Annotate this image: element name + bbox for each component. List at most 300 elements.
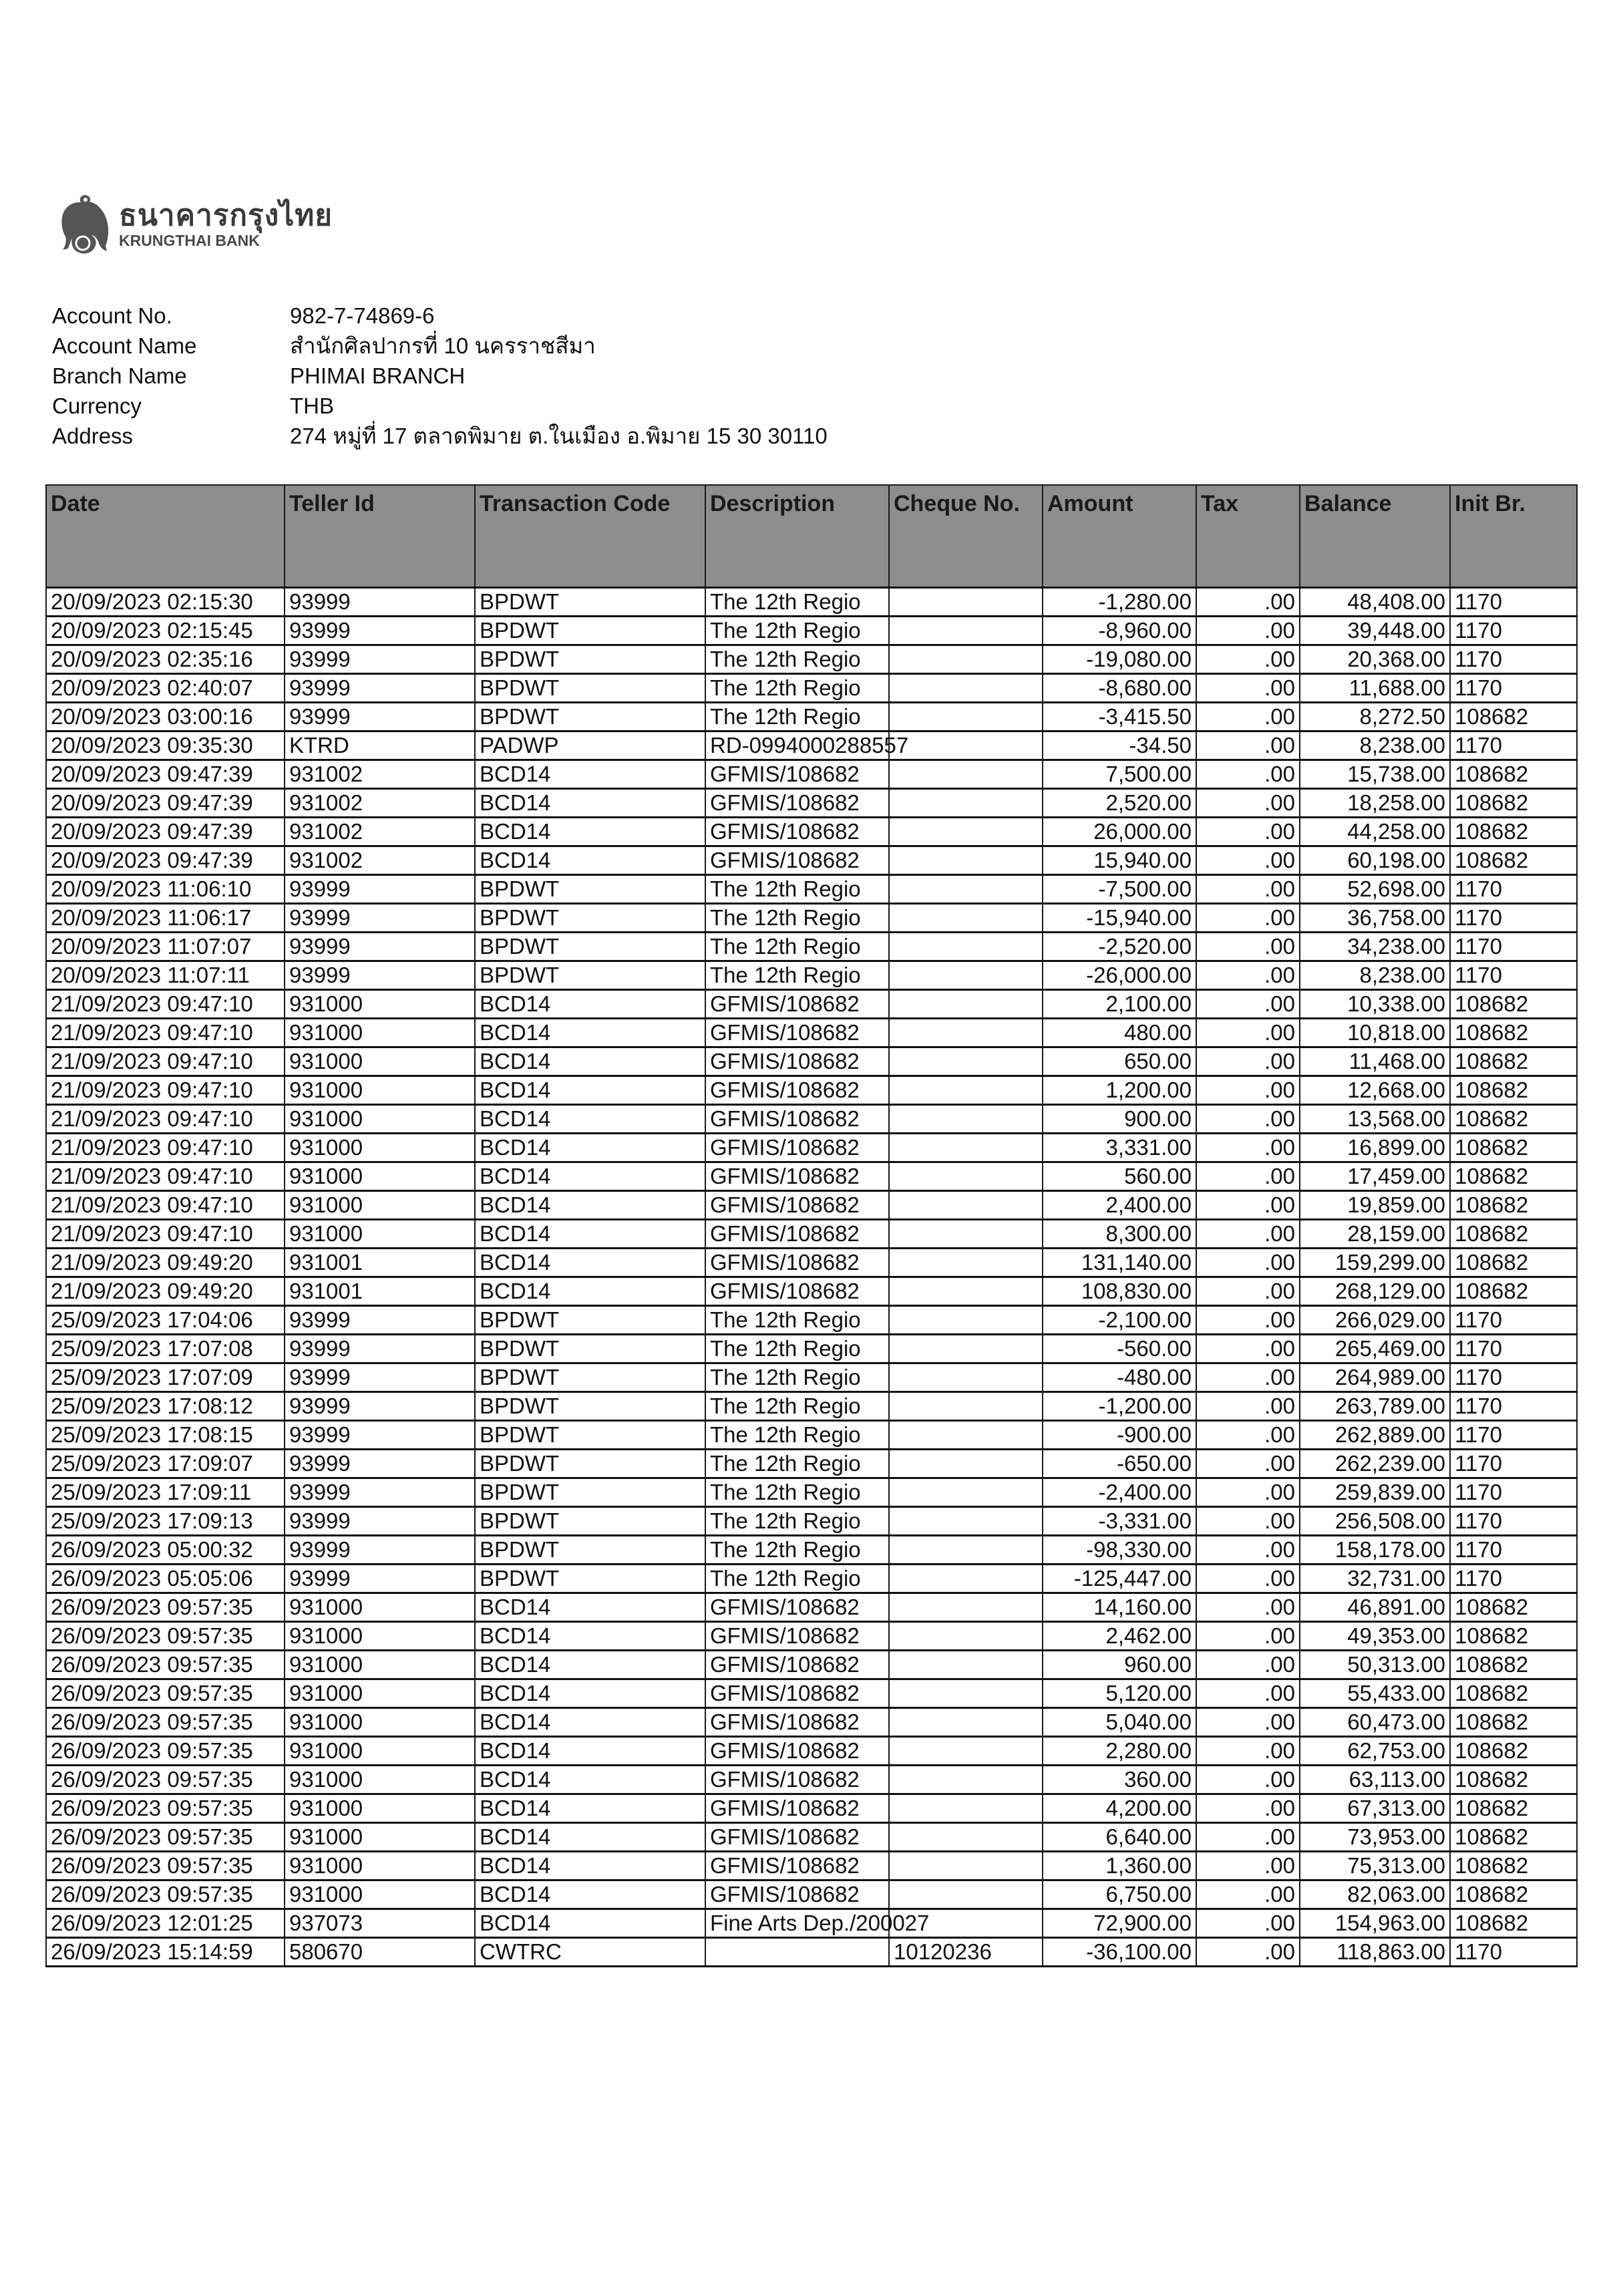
cell-balance: 48,408.00 (1300, 588, 1450, 617)
currency: THB (290, 393, 334, 418)
cell-tax: .00 (1196, 617, 1300, 645)
cell-tax: .00 (1196, 1794, 1300, 1823)
table-row (46, 1823, 1577, 1852)
cell-cheque-no (889, 1593, 1043, 1622)
cell-date: 20/09/2023 09:47:39 (46, 846, 285, 875)
cell-amount: -900.00 (1043, 1421, 1196, 1450)
cell-init-br: 108682 (1450, 1794, 1577, 1823)
cell-balance: 154,963.00 (1300, 1909, 1450, 1938)
cell-date: 26/09/2023 09:57:35 (46, 1679, 285, 1708)
cell-init-br: 1170 (1450, 674, 1577, 703)
table-row (46, 1019, 1577, 1047)
cell-cheque-no (889, 1852, 1043, 1880)
table-row (46, 1766, 1577, 1794)
cell-teller-id: 931002 (285, 846, 475, 875)
cell-description: GFMIS/108682 (705, 1651, 889, 1679)
cell-cheque-no (889, 1047, 1043, 1076)
cell-cheque-no (889, 1306, 1043, 1335)
cell-amount: -7,500.00 (1043, 875, 1196, 904)
cell-tax: .00 (1196, 1766, 1300, 1794)
cell-amount: -2,400.00 (1043, 1478, 1196, 1507)
cell-cheque-no (889, 760, 1043, 789)
cell-date: 25/09/2023 17:07:08 (46, 1335, 285, 1363)
cell-date: 26/09/2023 15:14:59 (46, 1938, 285, 1967)
cell-cheque-no (889, 1651, 1043, 1679)
cell-cheque-no (889, 990, 1043, 1019)
cell-balance: 55,433.00 (1300, 1679, 1450, 1708)
table-row (46, 1708, 1577, 1737)
cell-date: 20/09/2023 11:06:10 (46, 875, 285, 904)
cell-balance: 8,238.00 (1300, 961, 1450, 990)
cell-cheque-no (889, 904, 1043, 933)
cell-teller-id: 93999 (285, 617, 475, 645)
cell-description: The 12th Regio (705, 1536, 889, 1565)
cell-teller-id: 931000 (285, 1105, 475, 1134)
cell-init-br: 108682 (1450, 703, 1577, 731)
cell-cheque-no (889, 1794, 1043, 1823)
cell-transaction-code: BCD14 (475, 1679, 705, 1708)
cell-amount: 4,200.00 (1043, 1794, 1196, 1823)
cell-balance: 10,818.00 (1300, 1019, 1450, 1047)
cell-balance: 268,129.00 (1300, 1277, 1450, 1306)
table-row (46, 789, 1577, 818)
cell-transaction-code: BPDWT (475, 1478, 705, 1507)
table-header-row (46, 485, 1577, 588)
cell-init-br: 108682 (1450, 1593, 1577, 1622)
cell-description: GFMIS/108682 (705, 1047, 889, 1076)
cell-tax: .00 (1196, 1306, 1300, 1335)
cell-init-br: 108682 (1450, 1909, 1577, 1938)
cell-teller-id: 93999 (285, 1478, 475, 1507)
cell-transaction-code: BPDWT (475, 1536, 705, 1565)
cell-balance: 18,258.00 (1300, 789, 1450, 818)
cell-tax: .00 (1196, 760, 1300, 789)
cell-init-br: 108682 (1450, 1737, 1577, 1766)
cell-teller-id: 93999 (285, 703, 475, 731)
table-row (46, 875, 1577, 904)
cell-teller-id: 931000 (285, 1766, 475, 1794)
cell-cheque-no (889, 846, 1043, 875)
cell-date: 25/09/2023 17:09:13 (46, 1507, 285, 1536)
cell-init-br: 1170 (1450, 1565, 1577, 1593)
cell-amount: 14,160.00 (1043, 1593, 1196, 1622)
cell-cheque-no (889, 588, 1043, 617)
cell-cheque-no (889, 1478, 1043, 1507)
cell-description: The 12th Regio (705, 1507, 889, 1536)
cell-transaction-code: BPDWT (475, 703, 705, 731)
cell-amount: 650.00 (1043, 1047, 1196, 1076)
cell-transaction-code: BCD14 (475, 1162, 705, 1191)
bank-logo (59, 192, 333, 257)
cell-balance: 8,272.50 (1300, 703, 1450, 731)
cell-transaction-code: BPDWT (475, 1363, 705, 1392)
cell-description: The 12th Regio (705, 1450, 889, 1478)
cell-cheque-no (889, 1766, 1043, 1794)
cell-balance: 266,029.00 (1300, 1306, 1450, 1335)
cell-transaction-code: BCD14 (475, 818, 705, 846)
cell-description: The 12th Regio (705, 1478, 889, 1507)
cell-transaction-code: BCD14 (475, 1249, 705, 1277)
cell-description: GFMIS/108682 (705, 1823, 889, 1852)
cell-date: 20/09/2023 02:35:16 (46, 645, 285, 674)
cell-tax: .00 (1196, 818, 1300, 846)
cell-teller-id: 931000 (285, 1651, 475, 1679)
cell-amount: -26,000.00 (1043, 961, 1196, 990)
cell-date: 21/09/2023 09:49:20 (46, 1249, 285, 1277)
cell-transaction-code: BPDWT (475, 904, 705, 933)
cell-amount: 2,400.00 (1043, 1191, 1196, 1220)
cell-tax: .00 (1196, 1823, 1300, 1852)
cell-teller-id: 93999 (285, 1306, 475, 1335)
cell-amount: 5,120.00 (1043, 1679, 1196, 1708)
cell-transaction-code: BCD14 (475, 1651, 705, 1679)
cell-teller-id: 931000 (285, 990, 475, 1019)
cell-tax: .00 (1196, 1909, 1300, 1938)
table-row (46, 1880, 1577, 1909)
cell-date: 26/09/2023 09:57:35 (46, 1794, 285, 1823)
cell-cheque-no (889, 1076, 1043, 1105)
cell-transaction-code: BCD14 (475, 1909, 705, 1938)
table-row (46, 1191, 1577, 1220)
cell-description: The 12th Regio (705, 961, 889, 990)
cell-cheque-no (889, 617, 1043, 645)
cell-tax: .00 (1196, 731, 1300, 760)
table-row (46, 1593, 1577, 1622)
cell-tax: .00 (1196, 1392, 1300, 1421)
cell-date: 20/09/2023 02:40:07 (46, 674, 285, 703)
cell-amount: -2,520.00 (1043, 933, 1196, 961)
cell-amount: 6,750.00 (1043, 1880, 1196, 1909)
cell-description: The 12th Regio (705, 645, 889, 674)
cell-description: The 12th Regio (705, 674, 889, 703)
cell-transaction-code: BPDWT (475, 1565, 705, 1593)
account-name-row (52, 331, 828, 361)
table-row (46, 1622, 1577, 1651)
branch-name-row (52, 361, 828, 391)
cell-teller-id: KTRD (285, 731, 475, 760)
cell-cheque-no (889, 1162, 1043, 1191)
cell-tax: .00 (1196, 1450, 1300, 1478)
header-date: Date (46, 485, 285, 588)
cell-init-br: 108682 (1450, 1019, 1577, 1047)
cell-init-br: 108682 (1450, 760, 1577, 789)
cell-init-br: 108682 (1450, 1134, 1577, 1162)
cell-teller-id: 931000 (285, 1134, 475, 1162)
cell-transaction-code: BPDWT (475, 1450, 705, 1478)
cell-transaction-code: BCD14 (475, 990, 705, 1019)
bank-name-thai: ธนาคารกรุงไทย (119, 199, 333, 232)
cell-tax: .00 (1196, 1536, 1300, 1565)
cell-amount: 2,280.00 (1043, 1737, 1196, 1766)
table-row (46, 1134, 1577, 1162)
cell-tax: .00 (1196, 1938, 1300, 1967)
table-row (46, 1047, 1577, 1076)
cell-tax: .00 (1196, 1019, 1300, 1047)
cell-tax: .00 (1196, 1622, 1300, 1651)
cell-tax: .00 (1196, 1076, 1300, 1105)
cell-description: GFMIS/108682 (705, 990, 889, 1019)
cell-description: GFMIS/108682 (705, 1019, 889, 1047)
cell-date: 25/09/2023 17:04:06 (46, 1306, 285, 1335)
table-row (46, 1076, 1577, 1105)
cell-description: The 12th Regio (705, 617, 889, 645)
cell-description: GFMIS/108682 (705, 818, 889, 846)
cell-balance: 13,568.00 (1300, 1105, 1450, 1134)
cell-tax: .00 (1196, 990, 1300, 1019)
cell-teller-id: 931000 (285, 1162, 475, 1191)
cell-amount: -19,080.00 (1043, 645, 1196, 674)
table-row (46, 1450, 1577, 1478)
cell-tax: .00 (1196, 645, 1300, 674)
cell-transaction-code: BCD14 (475, 760, 705, 789)
cell-teller-id: 93999 (285, 904, 475, 933)
cell-balance: 32,731.00 (1300, 1565, 1450, 1593)
cell-init-br: 1170 (1450, 1450, 1577, 1478)
cell-cheque-no (889, 1880, 1043, 1909)
cell-transaction-code: BCD14 (475, 1220, 705, 1249)
cell-amount: -98,330.00 (1043, 1536, 1196, 1565)
cell-balance: 62,753.00 (1300, 1737, 1450, 1766)
cell-cheque-no (889, 1421, 1043, 1450)
cell-tax: .00 (1196, 1249, 1300, 1277)
cell-teller-id: 931000 (285, 1076, 475, 1105)
cell-amount: 6,640.00 (1043, 1823, 1196, 1852)
cell-date: 26/09/2023 05:05:06 (46, 1565, 285, 1593)
cell-balance: 34,238.00 (1300, 933, 1450, 961)
account-info (52, 301, 828, 451)
cell-description: GFMIS/108682 (705, 1766, 889, 1794)
table-row (46, 1507, 1577, 1536)
cell-date: 26/09/2023 09:57:35 (46, 1622, 285, 1651)
cell-teller-id: 931000 (285, 1708, 475, 1737)
cell-amount: 131,140.00 (1043, 1249, 1196, 1277)
cell-transaction-code: BCD14 (475, 1593, 705, 1622)
cell-date: 21/09/2023 09:47:10 (46, 1047, 285, 1076)
cell-balance: 11,688.00 (1300, 674, 1450, 703)
cell-amount: 7,500.00 (1043, 760, 1196, 789)
cell-description (705, 1938, 889, 1967)
table-row (46, 1249, 1577, 1277)
cell-date: 26/09/2023 09:57:35 (46, 1651, 285, 1679)
cell-description: GFMIS/108682 (705, 1852, 889, 1880)
cell-date: 25/09/2023 17:09:11 (46, 1478, 285, 1507)
cell-transaction-code: BCD14 (475, 1047, 705, 1076)
cell-tax: .00 (1196, 1105, 1300, 1134)
cell-amount: -2,100.00 (1043, 1306, 1196, 1335)
cell-description: The 12th Regio (705, 588, 889, 617)
cell-balance: 63,113.00 (1300, 1766, 1450, 1794)
table-row (46, 1651, 1577, 1679)
cell-balance: 20,368.00 (1300, 645, 1450, 674)
cell-init-br: 108682 (1450, 1651, 1577, 1679)
cell-transaction-code: BPDWT (475, 1392, 705, 1421)
cell-init-br: 108682 (1450, 1766, 1577, 1794)
cell-transaction-code: BCD14 (475, 1134, 705, 1162)
cell-cheque-no: 10120236 (889, 1938, 1043, 1967)
cell-init-br: 108682 (1450, 1823, 1577, 1852)
cell-description: The 12th Regio (705, 703, 889, 731)
cell-teller-id: 931000 (285, 1823, 475, 1852)
cell-description: The 12th Regio (705, 1335, 889, 1363)
account-number: 982-7-74869-6 (290, 303, 435, 328)
cell-date: 21/09/2023 09:47:10 (46, 1019, 285, 1047)
cell-init-br: 108682 (1450, 1249, 1577, 1277)
cell-init-br: 1170 (1450, 904, 1577, 933)
cell-balance: 12,668.00 (1300, 1076, 1450, 1105)
cell-cheque-no (889, 1277, 1043, 1306)
cell-init-br: 1170 (1450, 961, 1577, 990)
cell-init-br: 108682 (1450, 818, 1577, 846)
cell-description: The 12th Regio (705, 904, 889, 933)
cell-date: 26/09/2023 09:57:35 (46, 1766, 285, 1794)
cell-balance: 262,889.00 (1300, 1421, 1450, 1450)
cell-amount: 5,040.00 (1043, 1708, 1196, 1737)
cell-description: GFMIS/108682 (705, 1105, 889, 1134)
cell-tax: .00 (1196, 875, 1300, 904)
cell-init-br: 108682 (1450, 846, 1577, 875)
cell-transaction-code: BCD14 (475, 1708, 705, 1737)
table-row (46, 904, 1577, 933)
cell-amount: -650.00 (1043, 1450, 1196, 1478)
garuda-logo-icon (59, 192, 111, 257)
account-name: สำนักศิลปากรที่ 10 นครราชสีมา (290, 333, 596, 358)
cell-description: GFMIS/108682 (705, 1708, 889, 1737)
cell-transaction-code: BPDWT (475, 674, 705, 703)
cell-balance: 19,859.00 (1300, 1191, 1450, 1220)
cell-cheque-no (889, 1823, 1043, 1852)
cell-description: Fine Arts Dep./200027 (705, 1909, 889, 1938)
cell-amount: -8,960.00 (1043, 617, 1196, 645)
cell-cheque-no (889, 1622, 1043, 1651)
cell-cheque-no (889, 703, 1043, 731)
cell-date: 21/09/2023 09:49:20 (46, 1277, 285, 1306)
cell-teller-id: 931000 (285, 1220, 475, 1249)
cell-init-br: 1170 (1450, 617, 1577, 645)
cell-tax: .00 (1196, 1363, 1300, 1392)
cell-amount: 2,520.00 (1043, 789, 1196, 818)
bank-name-english: KRUNGTHAI BANK (119, 232, 260, 249)
cell-teller-id: 931002 (285, 789, 475, 818)
cell-transaction-code: BCD14 (475, 1852, 705, 1880)
cell-cheque-no (889, 1335, 1043, 1363)
cell-init-br: 108682 (1450, 1679, 1577, 1708)
cell-transaction-code: BPDWT (475, 1306, 705, 1335)
cell-amount: 3,331.00 (1043, 1134, 1196, 1162)
cell-balance: 17,459.00 (1300, 1162, 1450, 1191)
cell-transaction-code: BCD14 (475, 1794, 705, 1823)
cell-transaction-code: BCD14 (475, 789, 705, 818)
table-row (46, 933, 1577, 961)
table-row (46, 760, 1577, 789)
cell-date: 26/09/2023 09:57:35 (46, 1880, 285, 1909)
cell-description: GFMIS/108682 (705, 1162, 889, 1191)
currency-row (52, 391, 828, 421)
cell-cheque-no (889, 1536, 1043, 1565)
cell-init-br: 108682 (1450, 1277, 1577, 1306)
cell-teller-id: 93999 (285, 1392, 475, 1421)
cell-amount: 2,462.00 (1043, 1622, 1196, 1651)
cell-init-br: 108682 (1450, 1162, 1577, 1191)
cell-tax: .00 (1196, 789, 1300, 818)
table-row (46, 588, 1577, 617)
cell-description: GFMIS/108682 (705, 1134, 889, 1162)
cell-balance: 16,899.00 (1300, 1134, 1450, 1162)
table-row (46, 1737, 1577, 1766)
cell-teller-id: 931000 (285, 1191, 475, 1220)
table-row (46, 961, 1577, 990)
cell-balance: 158,178.00 (1300, 1536, 1450, 1565)
cell-amount: -560.00 (1043, 1335, 1196, 1363)
cell-date: 25/09/2023 17:07:09 (46, 1363, 285, 1392)
cell-balance: 28,159.00 (1300, 1220, 1450, 1249)
cell-transaction-code: BCD14 (475, 1737, 705, 1766)
cell-transaction-code: BCD14 (475, 1105, 705, 1134)
cell-cheque-no (889, 1220, 1043, 1249)
cell-tax: .00 (1196, 703, 1300, 731)
cell-tax: .00 (1196, 1134, 1300, 1162)
cell-init-br: 1170 (1450, 1392, 1577, 1421)
cell-amount: -1,280.00 (1043, 588, 1196, 617)
cell-tax: .00 (1196, 1593, 1300, 1622)
cell-transaction-code: CWTRC (475, 1938, 705, 1967)
cell-tax: .00 (1196, 1047, 1300, 1076)
cell-cheque-no (889, 1134, 1043, 1162)
cell-description: GFMIS/108682 (705, 1191, 889, 1220)
table-row (46, 1105, 1577, 1134)
cell-transaction-code: BPDWT (475, 1507, 705, 1536)
table-row (46, 990, 1577, 1019)
table-row (46, 846, 1577, 875)
cell-init-br: 1170 (1450, 1536, 1577, 1565)
cell-amount: 900.00 (1043, 1105, 1196, 1134)
cell-transaction-code: BCD14 (475, 846, 705, 875)
cell-cheque-no (889, 731, 1043, 760)
table-row (46, 1220, 1577, 1249)
cell-init-br: 1170 (1450, 933, 1577, 961)
cell-date: 26/09/2023 09:57:35 (46, 1708, 285, 1737)
table-row (46, 1421, 1577, 1450)
cell-description: GFMIS/108682 (705, 1679, 889, 1708)
cell-init-br: 108682 (1450, 1076, 1577, 1105)
cell-description: RD-0994000288557 (705, 731, 889, 760)
cell-init-br: 1170 (1450, 731, 1577, 760)
cell-date: 21/09/2023 09:47:10 (46, 1191, 285, 1220)
table-row (46, 703, 1577, 731)
cell-balance: 39,448.00 (1300, 617, 1450, 645)
cell-description: GFMIS/108682 (705, 760, 889, 789)
cell-init-br: 1170 (1450, 1306, 1577, 1335)
table-row (46, 1909, 1577, 1938)
cell-init-br: 1170 (1450, 1421, 1577, 1450)
cell-date: 20/09/2023 03:00:16 (46, 703, 285, 731)
table-row (46, 1392, 1577, 1421)
cell-description: GFMIS/108682 (705, 846, 889, 875)
cell-tax: .00 (1196, 1565, 1300, 1593)
cell-teller-id: 931000 (285, 1622, 475, 1651)
cell-cheque-no (889, 1249, 1043, 1277)
table-row (46, 1852, 1577, 1880)
cell-transaction-code: BPDWT (475, 875, 705, 904)
cell-teller-id: 931002 (285, 818, 475, 846)
cell-transaction-code: BCD14 (475, 1076, 705, 1105)
cell-transaction-code: BPDWT (475, 645, 705, 674)
cell-tax: .00 (1196, 1421, 1300, 1450)
cell-date: 25/09/2023 17:08:15 (46, 1421, 285, 1450)
cell-teller-id: 931000 (285, 1593, 475, 1622)
cell-balance: 50,313.00 (1300, 1651, 1450, 1679)
table-row (46, 1277, 1577, 1306)
info-label: Address (52, 423, 134, 448)
